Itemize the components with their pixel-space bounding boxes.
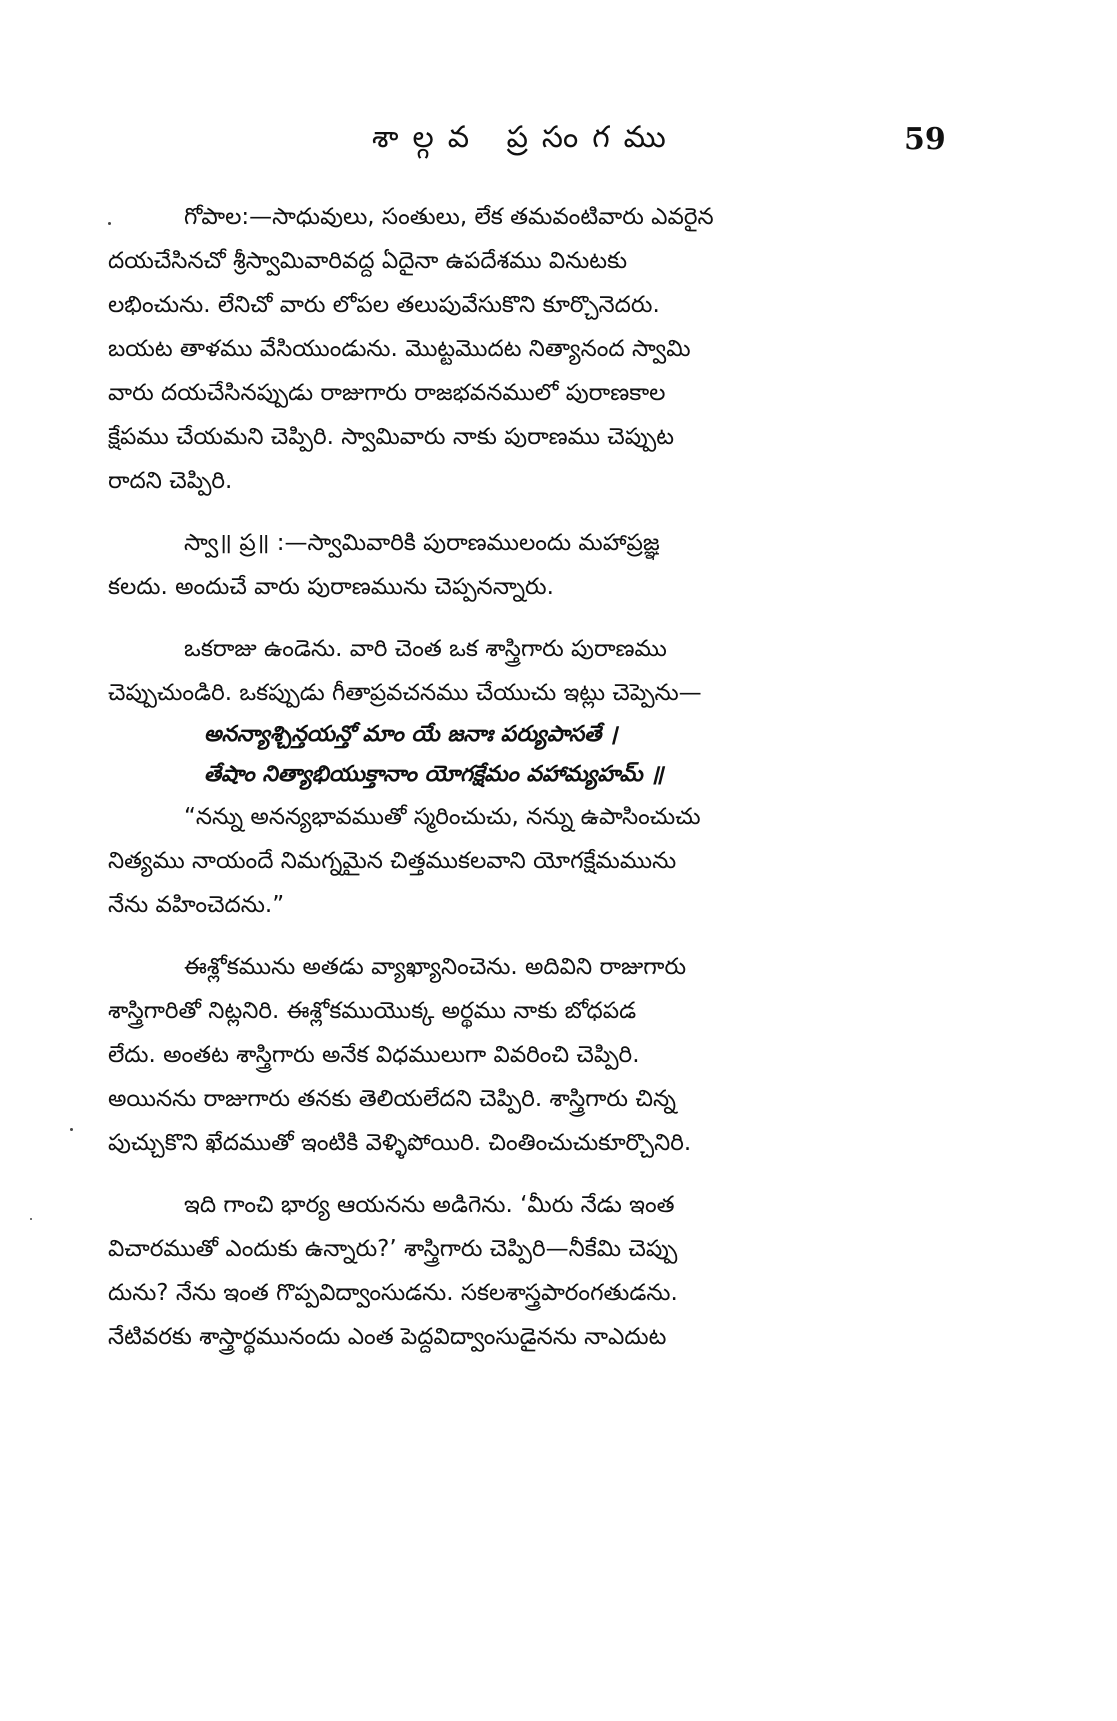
paragraph: [108, 795, 968, 927]
text-line: శాస్త్రిగారితో నిట్లనిరి. ఈశ్లోకముయొక్క అర్థము నాకు బోధపడ: [108, 998, 637, 1024]
body-text: [108, 195, 968, 1359]
paragraph: [108, 945, 968, 1165]
text-line: చెప్పుచుండిరి. ఒకప్పుడు గీతాప్రవచనము చేయుచు ఇట్లు చెప్పెను—: [108, 680, 702, 706]
text-line: నేటివరకు శాస్త్రార్థమునందు ఎంత పెద్దవిద్వాంసుడైనను నాఎదుట: [108, 1324, 667, 1350]
page-header: [0, 120, 1117, 160]
scan-speck: [70, 1128, 73, 1131]
text-line: కలదు. అందుచే వారు పురాణమును చెప్పనన్నారు.: [108, 574, 554, 600]
paragraph: [108, 521, 968, 609]
text-line: బయట తాళము వేసియుండును. మొట్టమొదట నిత్యానంద స్వామి: [108, 336, 691, 362]
verse-line: తేషాం నిత్యాభియుక్తానాం యోగక్షేమం వహామ్యహమ్ ॥: [204, 762, 664, 787]
page-number: 59: [904, 122, 946, 157]
verse-block: [108, 715, 968, 795]
text-line: వారు దయచేసినప్పుడు రాజుగారు రాజభవనములో పురాణకాల: [108, 380, 666, 406]
text-line: నేను వహించెదను.”: [108, 892, 285, 918]
paragraph: [108, 1183, 968, 1359]
text-line: ఈశ్లోకమును అతడు వ్యాఖ్యానించెను. అదివిని రాజుగారు: [184, 954, 687, 980]
text-line: గోపాల:—సాధువులు, సంతులు, లేక తమవంటివారు ఎవరైన: [184, 204, 714, 230]
text-line: దయచేసినచో శ్రీస్వామివారివద్ద ఏదైనా ఉపదేశము వినుటకు: [108, 248, 628, 274]
text-line: పుచ్చుకొని ఖేదముతో ఇంటికి వెళ్ళిపోయిరి. చింతించుచుకూర్చొనిరి.: [108, 1130, 692, 1156]
text-line: లేదు. అంతట శాస్త్రిగారు అనేక విధములుగా వివరించి చెప్పిరి.: [108, 1042, 640, 1068]
text-line: దును? నేను ఇంత గొప్పవిద్వాంసుడను. సకలశాస్త్రపారంగతుడను.: [108, 1280, 678, 1306]
paragraph: [108, 195, 968, 503]
text-line: అయినను రాజుగారు తనకు తెలియలేదని చెప్పిరి. శాస్త్రిగారు చిన్న: [108, 1086, 676, 1112]
scan-speck: [108, 222, 111, 225]
text-line: ఒకరాజు ఉండెను. వారి చెంత ఒక శాస్త్రిగారు పురాణము: [184, 636, 667, 662]
text-line: క్షేపము చేయమని చెప్పిరి. స్వామివారు నాకు పురాణము చెప్పుట: [108, 424, 675, 450]
text-line: రాదని చెప్పిరి.: [108, 468, 233, 494]
text-line: “నన్ను అనన్యభావముతో స్మరించుచు, నన్ను ఉపాసించుచు: [184, 804, 701, 830]
text-line: విచారముతో ఎందుకు ఉన్నారు?’ శాస్త్రిగారు చెప్పిరి—నీకేమి చెప్పు: [108, 1236, 678, 1262]
paragraph: [108, 627, 968, 715]
text-line: నిత్యము నాయందే నిమగ్నమైన చిత్తముకలవాని యోగక్షేమమును: [108, 848, 677, 874]
verse-line: అనన్యాశ్చిన్తయన్తో మాం యే జనాః పర్యుపాసతే ।: [204, 722, 618, 747]
text-line: లభించును. లేనిచో వారు లోపల తలుపువేసుకొని కూర్చొనెదరు.: [108, 292, 660, 318]
text-line: స్వా॥ ప్ర॥ :—స్వామివారికి పురాణములందు మహాప్రజ్ఞ: [184, 530, 660, 556]
running-title: శాల్గవ ప్రసంగము: [372, 120, 680, 155]
text-line: ఇది గాంచి భార్య ఆయనను అడిగెను. ‘మీరు నేడు ఇంత: [184, 1192, 675, 1218]
scan-speck: [30, 1218, 32, 1220]
